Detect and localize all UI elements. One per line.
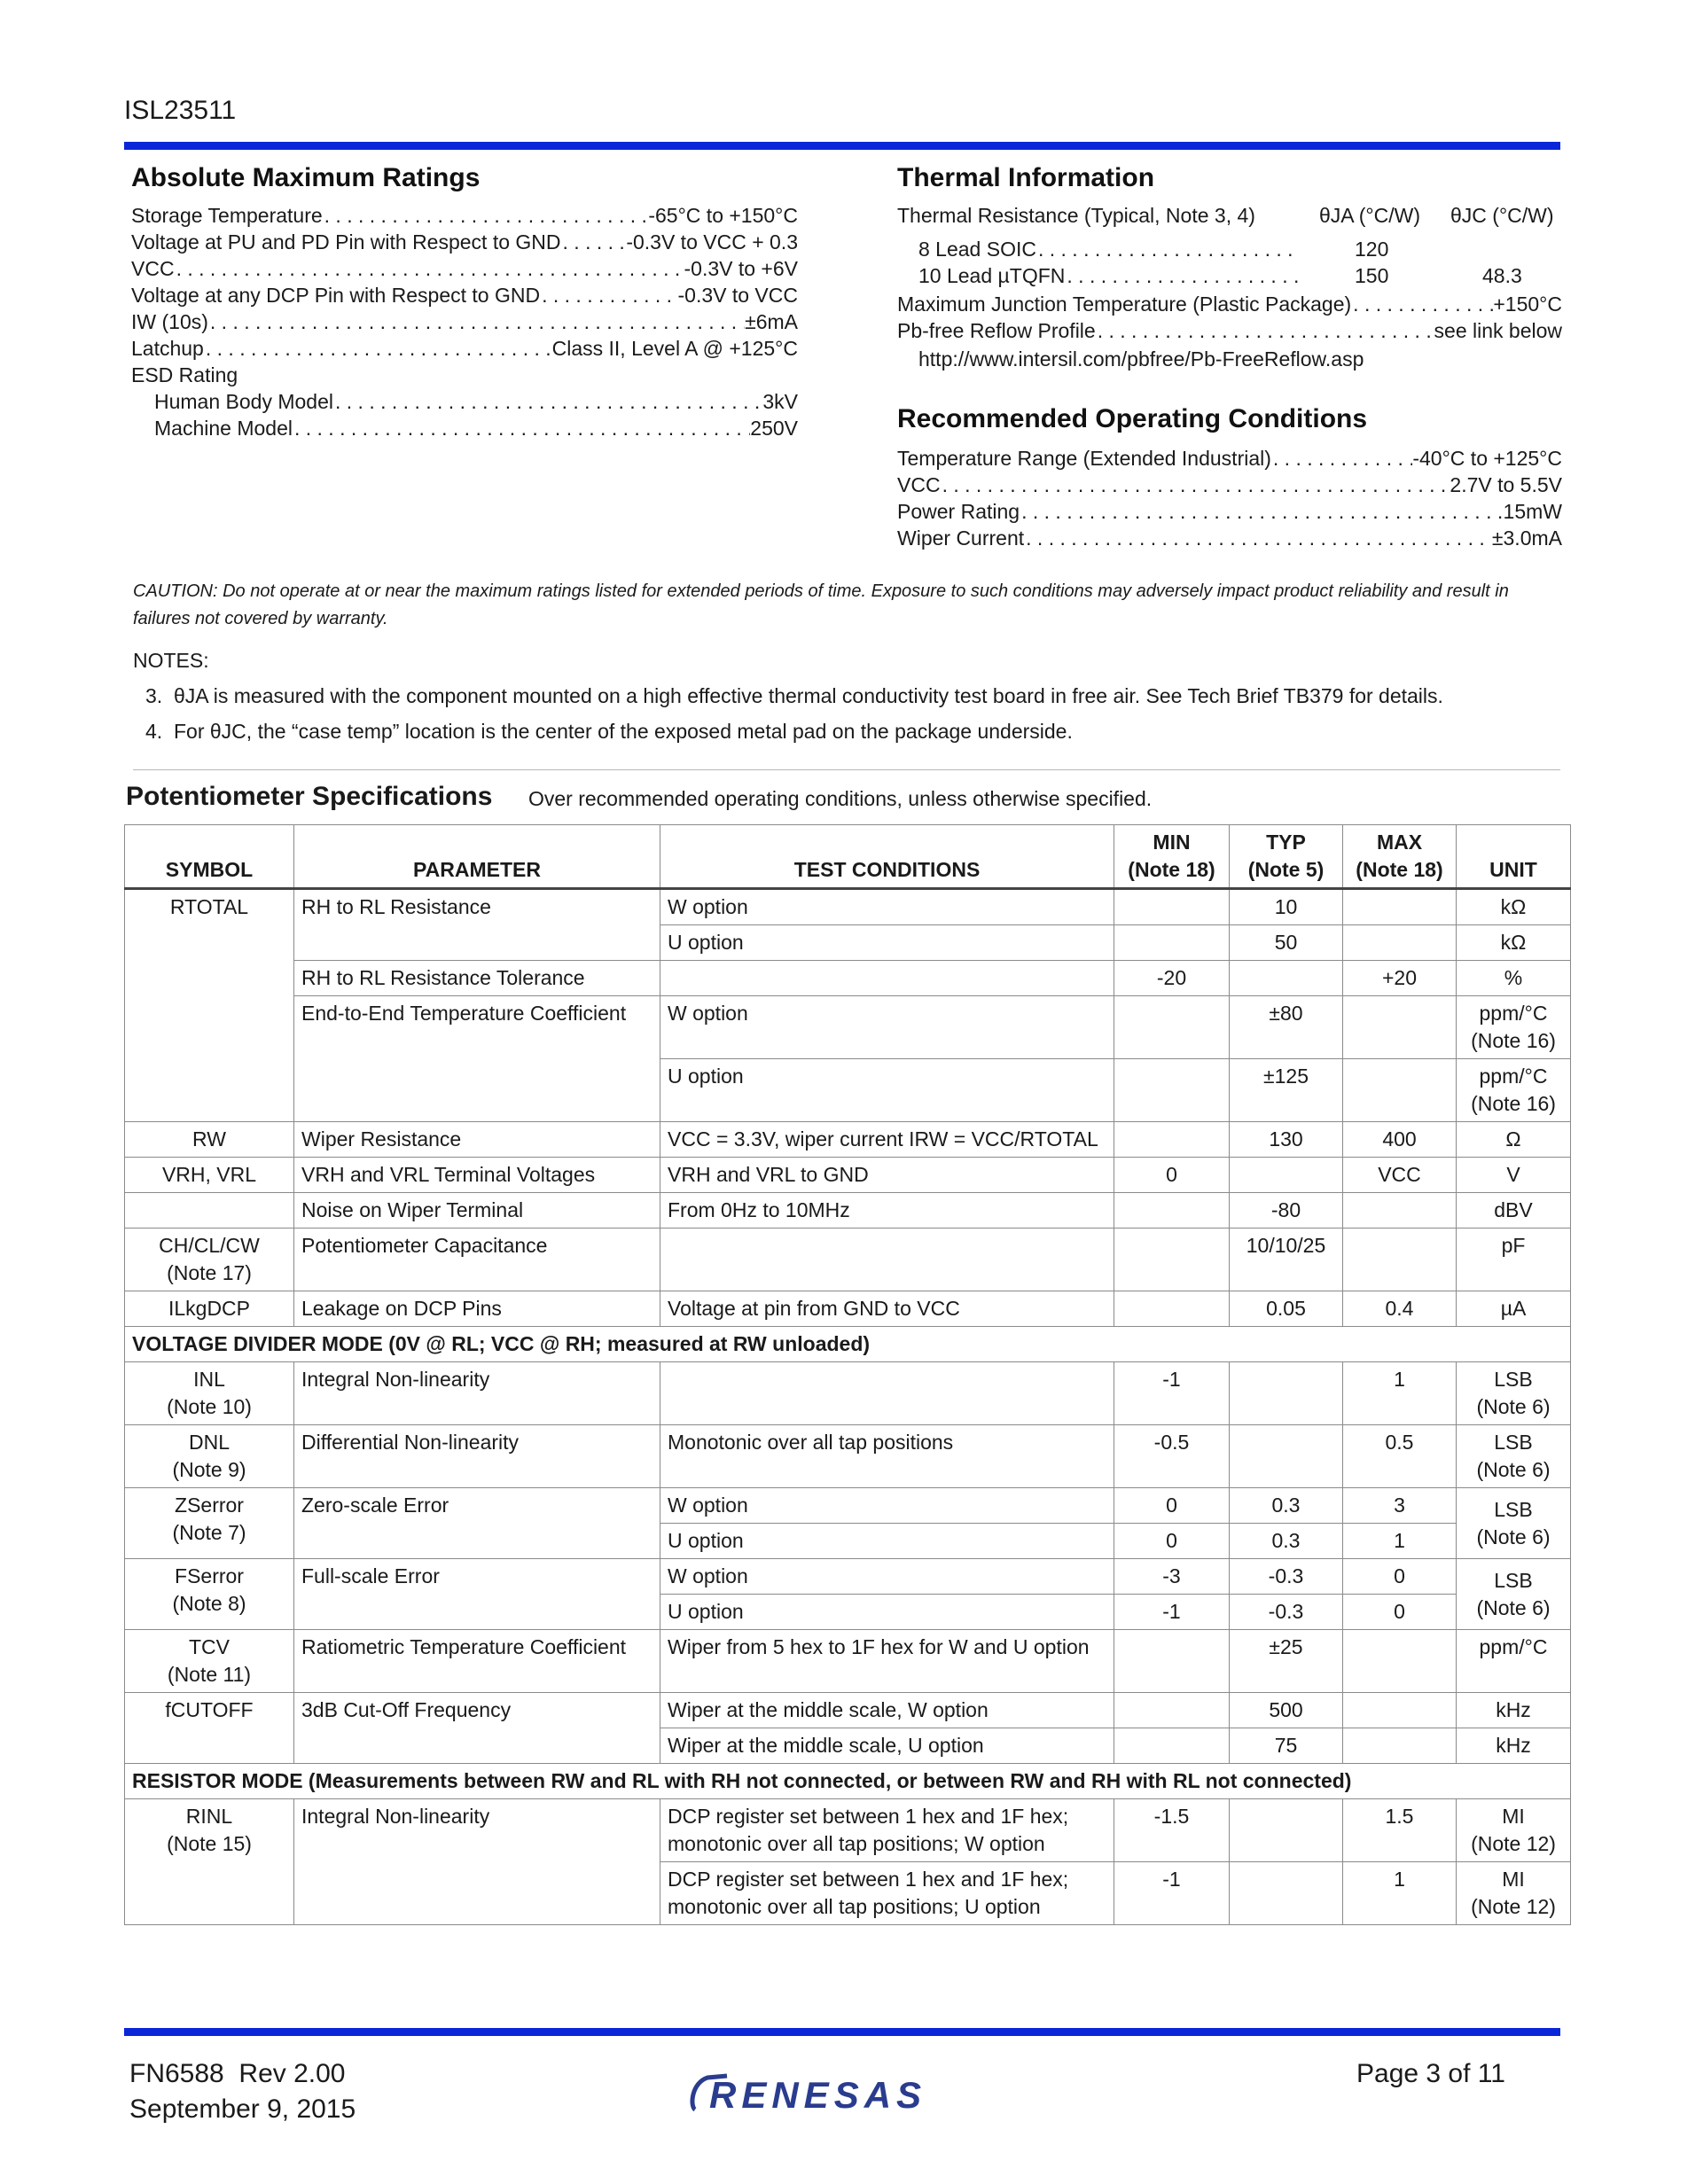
- symbol-cell: RTOTAL: [125, 889, 294, 1122]
- conditions-cell: U option: [660, 1059, 1114, 1122]
- unit-cell: MI (Note 12): [1457, 1862, 1571, 1925]
- table-row: [125, 1425, 1571, 1488]
- recommended-row: VCC . . . 2.7V to 5.5V: [897, 472, 1562, 498]
- table-row: [125, 1630, 1571, 1693]
- min-cell: 0: [1114, 1524, 1230, 1559]
- max-cell: 1: [1343, 1362, 1457, 1425]
- min-cell: 0: [1114, 1488, 1230, 1524]
- table-section-row: [125, 1327, 1571, 1362]
- min-cell: [1114, 996, 1230, 1059]
- typ-cell: 500: [1230, 1693, 1343, 1728]
- recommended-row: Temperature Range (Extended Industrial) . . . -40°C to +125°C: [897, 445, 1562, 472]
- table-header-row: [125, 825, 1571, 889]
- typ-cell: 0.3: [1230, 1524, 1343, 1559]
- note-number: 4.: [145, 720, 163, 743]
- parameter-cell: Noise on Wiper Terminal: [294, 1193, 660, 1228]
- max-cell: 0: [1343, 1595, 1457, 1630]
- typ-cell: 50: [1230, 925, 1343, 961]
- renesas-logo-mark: [688, 2071, 963, 2117]
- min-cell: 0: [1114, 1158, 1230, 1193]
- conditions-cell: W option: [660, 1559, 1114, 1595]
- col-header-max: MAX (Note 18): [1343, 825, 1457, 889]
- parameter-cell: Leakage on DCP Pins: [294, 1291, 660, 1327]
- unit-cell: kHz: [1457, 1728, 1571, 1764]
- table-row: [125, 961, 1571, 996]
- min-cell: -0.5: [1114, 1425, 1230, 1488]
- col-header-min: MIN (Note 18): [1114, 825, 1230, 889]
- min-cell: [1114, 889, 1230, 925]
- unit-cell: kHz: [1457, 1693, 1571, 1728]
- logo-text: RENESAS: [709, 2074, 927, 2116]
- theta-ja-header: θJA (°C/W): [1319, 204, 1420, 227]
- recommended-row: Power Rating . . . 15mW: [897, 498, 1562, 525]
- symbol-cell: RINL (Note 15): [125, 1799, 294, 1925]
- typ-cell: -0.3: [1230, 1595, 1343, 1630]
- conditions-cell: Wiper at the middle scale, W option: [660, 1693, 1114, 1728]
- conditions-cell: W option: [660, 889, 1114, 925]
- min-cell: -1.5: [1114, 1799, 1230, 1862]
- conditions-cell: VCC = 3.3V, wiper current IRW = VCC/RTOTAL: [660, 1122, 1114, 1158]
- conditions-cell: DCP register set between 1 hex and 1F hex; monotonic over all tap positions; U option: [660, 1862, 1114, 1925]
- min-cell: [1114, 1193, 1230, 1228]
- parameter-cell: End-to-End Temperature Coefficient: [294, 996, 660, 1122]
- min-cell: [1114, 1693, 1230, 1728]
- conditions-cell: Monotonic over all tap positions: [660, 1425, 1114, 1488]
- parameter-cell: Integral Non-linearity: [294, 1362, 660, 1425]
- unit-cell: Ω: [1457, 1122, 1571, 1158]
- table-row: [125, 1291, 1571, 1327]
- unit-cell: %: [1457, 961, 1571, 996]
- caution-text: CAUTION: Do not operate at or near the maximum ratings listed for extended periods of time. Exposure to such conditions may adversely impact product reliability and result in failures not covered by warranty.: [133, 581, 1509, 628]
- abs-max-row: IW (10s) . . . ±6mA: [131, 308, 798, 335]
- unit-cell: ppm/°C: [1457, 1630, 1571, 1693]
- unit-cell: LSB (Note 6): [1457, 1559, 1571, 1630]
- table-row: [125, 996, 1571, 1059]
- thermal-package-row: 8 Lead SOIC . . .: [918, 236, 1300, 262]
- typ-cell: [1230, 961, 1343, 996]
- symbol-cell: TCV (Note 11): [125, 1630, 294, 1693]
- conditions-cell: [660, 961, 1114, 996]
- col-header-typ: TYP (Note 5): [1230, 825, 1343, 889]
- footer-doc-info: [129, 2056, 356, 2127]
- table-row: [125, 1193, 1571, 1228]
- conditions-cell: Wiper at the middle scale, U option: [660, 1728, 1114, 1764]
- unit-cell: LSB (Note 6): [1457, 1362, 1571, 1425]
- typ-cell: [1230, 1362, 1343, 1425]
- parameter-cell: RH to RL Resistance Tolerance: [294, 961, 660, 996]
- unit-cell: MI (Note 12): [1457, 1799, 1571, 1862]
- symbol-cell: ZSerror (Note 7): [125, 1488, 294, 1559]
- reflow-row: Pb-free Reflow Profile . . . see link below: [897, 317, 1562, 344]
- table-row: [125, 1693, 1571, 1728]
- unit-cell: µA: [1457, 1291, 1571, 1327]
- note-text: For θJC, the “case temp” location is the center of the exposed metal pad on the package underside.: [174, 720, 1073, 743]
- max-cell: [1343, 889, 1457, 925]
- typ-cell: ±25: [1230, 1630, 1343, 1693]
- min-cell: [1114, 925, 1230, 961]
- unit-cell: kΩ: [1457, 925, 1571, 961]
- typ-cell: 0.3: [1230, 1488, 1343, 1524]
- symbol-cell: FSerror (Note 8): [125, 1559, 294, 1630]
- min-cell: -1: [1114, 1862, 1230, 1925]
- reflow-link[interactable]: http://www.intersil.com/pbfree/Pb-FreeReflow.asp: [918, 347, 1364, 370]
- typ-cell: 75: [1230, 1728, 1343, 1764]
- abs-max-row: Latchup . . . Class II, Level A @ +125°C: [131, 335, 798, 362]
- min-cell: [1114, 1728, 1230, 1764]
- conditions-cell: W option: [660, 1488, 1114, 1524]
- table-row: [125, 1158, 1571, 1193]
- max-cell: 1.5: [1343, 1799, 1457, 1862]
- max-cell: 0: [1343, 1559, 1457, 1595]
- max-cell: [1343, 1059, 1457, 1122]
- potentiometer-title: Potentiometer Specifications: [126, 782, 493, 811]
- typ-cell: 10: [1230, 889, 1343, 925]
- unit-cell: kΩ: [1457, 889, 1571, 925]
- page-number: Page 3 of 11: [1356, 2059, 1505, 2088]
- doc-id: FN6588 Rev 2.00: [129, 2059, 346, 2088]
- conditions-cell: Wiper from 5 hex to 1F hex for W and U option: [660, 1630, 1114, 1693]
- theta-ja-value: 120: [1355, 238, 1389, 261]
- max-cell: 0.5: [1343, 1425, 1457, 1488]
- typ-cell: -0.3: [1230, 1559, 1343, 1595]
- typ-cell: [1230, 1799, 1343, 1862]
- abs-max-row: Machine Model . . . 250V: [154, 415, 798, 441]
- table-row: [125, 1799, 1571, 1862]
- abs-max-row: VCC . . . -0.3V to +6V: [131, 255, 798, 282]
- parameter-cell: Ratiometric Temperature Coefficient: [294, 1630, 660, 1693]
- symbol-cell: DNL (Note 9): [125, 1425, 294, 1488]
- header-rule: [124, 142, 1560, 150]
- parameter-cell: Integral Non-linearity: [294, 1799, 660, 1925]
- table-section-row: [125, 1764, 1571, 1799]
- potentiometer-subtitle: Over recommended operating conditions, unless otherwise specified.: [528, 787, 1153, 810]
- unit-cell: pF: [1457, 1228, 1571, 1291]
- min-cell: [1114, 1059, 1230, 1122]
- col-header-unit: UNIT: [1457, 825, 1571, 889]
- typ-cell: [1230, 1862, 1343, 1925]
- symbol-cell: [125, 1193, 294, 1228]
- symbol-cell: CH/CL/CW (Note 17): [125, 1228, 294, 1291]
- section-divider: [133, 769, 1560, 770]
- max-cell: [1343, 1630, 1457, 1693]
- max-junction-row: Maximum Junction Temperature (Plastic Package) . . . +150°C: [897, 291, 1562, 317]
- typ-cell: -80: [1230, 1193, 1343, 1228]
- unit-cell: LSB (Note 6): [1457, 1488, 1571, 1559]
- renesas-logo: [688, 2071, 963, 2121]
- conditions-cell: U option: [660, 1595, 1114, 1630]
- min-cell: -3: [1114, 1559, 1230, 1595]
- min-cell: [1114, 1122, 1230, 1158]
- parameter-cell: RH to RL Resistance: [294, 889, 660, 961]
- col-header-conditions: TEST CONDITIONS: [660, 825, 1114, 889]
- table-row: [125, 1488, 1571, 1524]
- max-cell: 400: [1343, 1122, 1457, 1158]
- conditions-cell: [660, 1228, 1114, 1291]
- conditions-cell: VRH and VRL to GND: [660, 1158, 1114, 1193]
- unit-cell: dBV: [1457, 1193, 1571, 1228]
- potentiometer-spec-table: [124, 824, 1571, 1925]
- abs-max-row: Voltage at any DCP Pin with Respect to GND . . . -0.3V to VCC: [131, 282, 798, 308]
- symbol-cell: INL (Note 10): [125, 1362, 294, 1425]
- unit-cell: V: [1457, 1158, 1571, 1193]
- parameter-cell: 3dB Cut-Off Frequency: [294, 1693, 660, 1764]
- note-number: 3.: [145, 684, 163, 707]
- theta-jc-value: 48.3: [1482, 264, 1522, 287]
- table-row: [125, 1362, 1571, 1425]
- unit-cell: ppm/°C (Note 16): [1457, 996, 1571, 1059]
- conditions-cell: W option: [660, 996, 1114, 1059]
- max-cell: VCC: [1343, 1158, 1457, 1193]
- col-header-parameter: PARAMETER: [294, 825, 660, 889]
- max-cell: 3: [1343, 1488, 1457, 1524]
- parameter-cell: Potentiometer Capacitance: [294, 1228, 660, 1291]
- conditions-cell: U option: [660, 925, 1114, 961]
- conditions-cell: DCP register set between 1 hex and 1F hex; monotonic over all tap positions; W option: [660, 1799, 1114, 1862]
- part-number: ISL23511: [124, 96, 237, 125]
- table-row: [125, 889, 1571, 925]
- recommended-row: Wiper Current . . . ±3.0mA: [897, 525, 1562, 551]
- max-cell: 1: [1343, 1862, 1457, 1925]
- max-cell: +20: [1343, 961, 1457, 996]
- col-header-symbol: SYMBOL: [125, 825, 294, 889]
- conditions-cell: From 0Hz to 10MHz: [660, 1193, 1114, 1228]
- min-cell: [1114, 1228, 1230, 1291]
- typ-cell: 10/10/25: [1230, 1228, 1343, 1291]
- thermal-title: Thermal Information: [897, 163, 1155, 192]
- symbol-cell: fCUTOFF: [125, 1693, 294, 1764]
- max-cell: [1343, 1228, 1457, 1291]
- max-cell: [1343, 925, 1457, 961]
- max-cell: 0.4: [1343, 1291, 1457, 1327]
- recommended-title: Recommended Operating Conditions: [897, 404, 1368, 433]
- section-label: VOLTAGE DIVIDER MODE (0V @ RL; VCC @ RH; measured at RW unloaded): [125, 1327, 1571, 1362]
- typ-cell: 130: [1230, 1122, 1343, 1158]
- max-cell: [1343, 996, 1457, 1059]
- conditions-cell: U option: [660, 1524, 1114, 1559]
- esd-rating-label: ESD Rating: [131, 363, 238, 386]
- section-label: RESISTOR MODE (Measurements between RW and RL with RH not connected, or between RW and RH with RL not connected): [125, 1764, 1571, 1799]
- abs-max-row: Human Body Model . . . 3kV: [154, 388, 798, 415]
- typ-cell: [1230, 1158, 1343, 1193]
- abs-max-row: Storage Temperature . . . -65°C to +150°C: [131, 202, 798, 229]
- parameter-cell: Full-scale Error: [294, 1559, 660, 1630]
- table-row: [125, 1559, 1571, 1595]
- table-row: [125, 1122, 1571, 1158]
- abs-max-row: Voltage at PU and PD Pin with Respect to GND . . . -0.3V to VCC + 0.3: [131, 229, 798, 255]
- typ-cell: 0.05: [1230, 1291, 1343, 1327]
- max-cell: [1343, 1693, 1457, 1728]
- table-row: [125, 1228, 1571, 1291]
- notes-heading: NOTES:: [133, 649, 209, 672]
- conditions-cell: Voltage at pin from GND to VCC: [660, 1291, 1114, 1327]
- doc-date: September 9, 2015: [129, 2094, 356, 2124]
- unit-cell: LSB (Note 6): [1457, 1425, 1571, 1488]
- max-cell: 1: [1343, 1524, 1457, 1559]
- min-cell: [1114, 1630, 1230, 1693]
- abs-max-title: Absolute Maximum Ratings: [131, 163, 481, 192]
- note-text: θJA is measured with the component mounted on a high effective thermal conductivity test board in free air. See Tech Brief TB379 for details.: [174, 684, 1443, 707]
- parameter-cell: Differential Non-linearity: [294, 1425, 660, 1488]
- unit-cell: ppm/°C (Note 16): [1457, 1059, 1571, 1122]
- footer-rule: [124, 2028, 1560, 2036]
- min-cell: -1: [1114, 1595, 1230, 1630]
- symbol-cell: VRH, VRL: [125, 1158, 294, 1193]
- min-cell: [1114, 1291, 1230, 1327]
- max-cell: [1343, 1728, 1457, 1764]
- thermal-resistance-label: Thermal Resistance (Typical, Note 3, 4): [897, 204, 1255, 227]
- parameter-cell: VRH and VRL Terminal Voltages: [294, 1158, 660, 1193]
- parameter-cell: Wiper Resistance: [294, 1122, 660, 1158]
- min-cell: -1: [1114, 1362, 1230, 1425]
- typ-cell: [1230, 1425, 1343, 1488]
- typ-cell: ±80: [1230, 996, 1343, 1059]
- typ-cell: ±125: [1230, 1059, 1343, 1122]
- theta-ja-value: 150: [1355, 264, 1389, 287]
- thermal-package-row: 10 Lead µTQFN . . .: [918, 262, 1300, 289]
- symbol-cell: RW: [125, 1122, 294, 1158]
- min-cell: -20: [1114, 961, 1230, 996]
- parameter-cell: Zero-scale Error: [294, 1488, 660, 1559]
- conditions-cell: [660, 1362, 1114, 1425]
- theta-jc-header: θJC (°C/W): [1450, 204, 1554, 227]
- symbol-cell: ILkgDCP: [125, 1291, 294, 1327]
- max-cell: [1343, 1193, 1457, 1228]
